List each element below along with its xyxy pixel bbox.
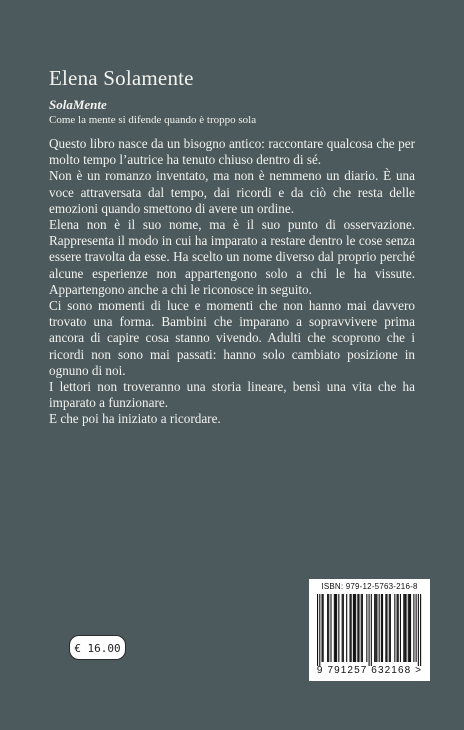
blurb-text [49,136,415,428]
book-title: SolaMente [49,97,107,112]
blurb-paragraph-4: Ci sono momenti di luce e momenti che non hanno mai davvero trovato una forma. Bambini che imparano a sopravvivere prima ancora di capire cosa stanno vivendo. Adulti che scoprono che i ricordi non sono mai passati: hanno solo cambiato posizione in ognuno di noi. [49,298,415,378]
blurb-paragraph-2: Non è un romanzo inventato, ma non è nemmeno un diario. È una voce attraversata dal tempo, dai ricordi e da ciò che resta delle emozioni quando smettono di avere un ordine. [49,168,415,216]
price-tag: € 16.00 [69,635,126,660]
ean-digits: 9 791257 632168 > [316,665,423,676]
blurb-paragraph-6: E che poi ha iniziato a ricordare. [49,411,221,427]
book-subtitle: Come la mente si difende quando è troppo sola [49,114,257,126]
barcode-icon [309,594,430,666]
blurb-paragraph-3: Elena non è il suo nome, ma è il suo punto di osservazione. Rappresenta il modo in cui ha imparato a restare dentro le cose senza essere travolta da esse. Ha scelto un nome diverso dal proprio perché alcune esperienze non appartengono solo a chi le ha vissute. Appartengono anche a chi le riconosce in seguito. [49,217,415,297]
blurb-paragraph-1: Questo libro nasce da un bisogno antico: raccontare qualcosa che per molto tempo l’autrice ha tenuto chiuso dentro di sé. [49,136,415,168]
blurb-paragraph-5: I lettori non troveranno una storia lineare, bensì una vita che ha imparato a funzionare. [49,379,415,411]
isbn-label: ISBN: 979-12-5763-216-8 [321,582,418,591]
author-name: Elena Solamente [49,66,194,90]
barcode-box [309,579,430,681]
